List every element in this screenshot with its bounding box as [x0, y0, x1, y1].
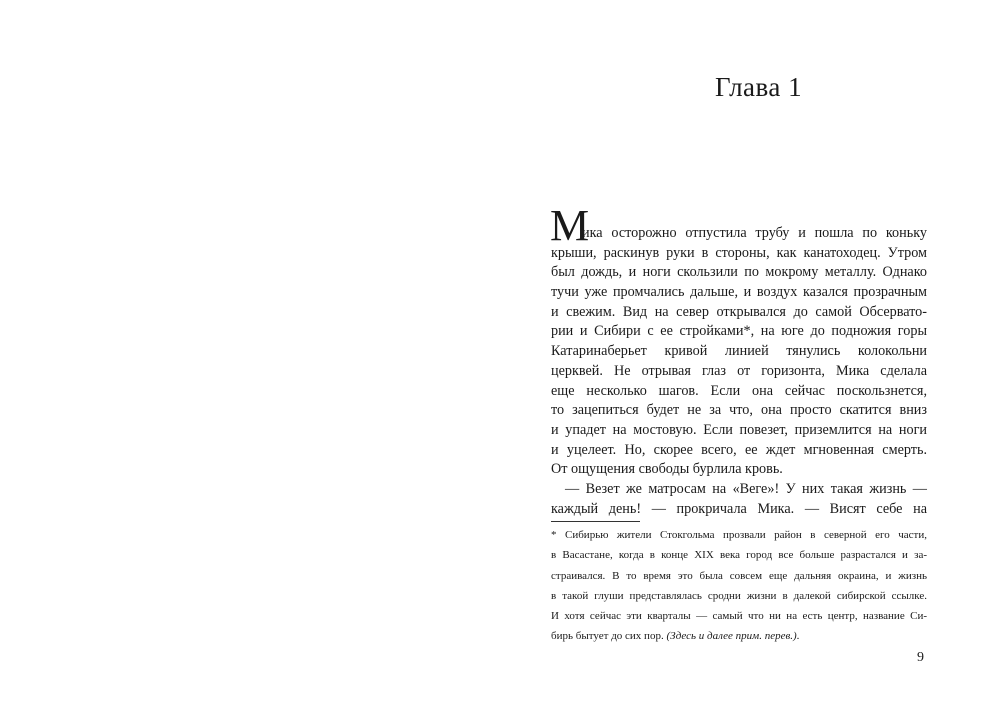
chapter-title: Глава 1 [715, 72, 803, 102]
body-line: и уцелеет. Но, скорее всего, ее ждет мгновенная смерть. [551, 441, 927, 458]
footnote-line: в Васастане, когда в конце XIX века город все больше разрастался и за- [551, 549, 927, 562]
footnote [551, 525, 927, 647]
translator-note: (Здесь и далее прим. перев.) [666, 630, 797, 643]
footnote-last-punct: . [796, 630, 800, 643]
body-line: и упадет на мостовую. Если повезет, приземлится на ноги [551, 421, 927, 438]
page-number: 9 [917, 650, 924, 665]
body-line: крыши, раскинув руки в стороны, как канатоходец. Утром [551, 244, 927, 261]
footnote-line: в такой глуши представлялась сродни жизни в далекой сибирской ссылке. [551, 589, 927, 602]
footnote-line: И хотя сейчас эти кварталы — самый что ни на есть центр, название Си- [551, 610, 927, 623]
footnote-divider [551, 521, 640, 522]
body-line-first [550, 201, 927, 250]
right-page [500, 0, 1000, 724]
footnote-line: страивался. В то время это была совсем еще дальняя окраина, и жизнь [551, 569, 927, 582]
footnote-line: * Сибирью жители Стокгольма прозвали район в северной его части, [551, 529, 927, 541]
body-line-dialogue: — Везет же матросам на «Веге»! У них такая жизнь — [565, 480, 927, 497]
body-line: тучи уже промчались дальше, и воздух казался прозрачным [551, 284, 927, 301]
footnote-last-text: бирь бытует до сих пор. [551, 630, 667, 643]
body-text [550, 201, 927, 519]
body-line: был дождь, и ноги скользили по мокрому металлу. Однако [551, 264, 927, 281]
body-line: Катаринаберьет кривой линией тянулись колокольни [551, 343, 927, 360]
footnote-line-last [551, 626, 927, 646]
body-line: От ощущения свободы бурлила кровь. [551, 461, 783, 478]
drop-cap: М [550, 201, 590, 250]
body-line: каждый день! — прокричала Мика. — Висят себе на [551, 500, 927, 517]
body-line-text: ика осторожно отпустила трубу и пошла по коньку [582, 225, 927, 241]
body-line: и свежим. Вид на север открывался до самой Обсервато- [551, 303, 927, 320]
body-line: рии и Сибири с ее стройками*, на юге до подножия горы [551, 323, 927, 340]
body-line: церквей. Не отрывая глаз от горизонта, Мика сделала [551, 362, 927, 379]
body-line: еще несколько шагов. Если она сейчас поскользнется, [551, 382, 927, 399]
body-line: то зацепиться будет не за что, она просто скатится вниз [551, 402, 927, 419]
